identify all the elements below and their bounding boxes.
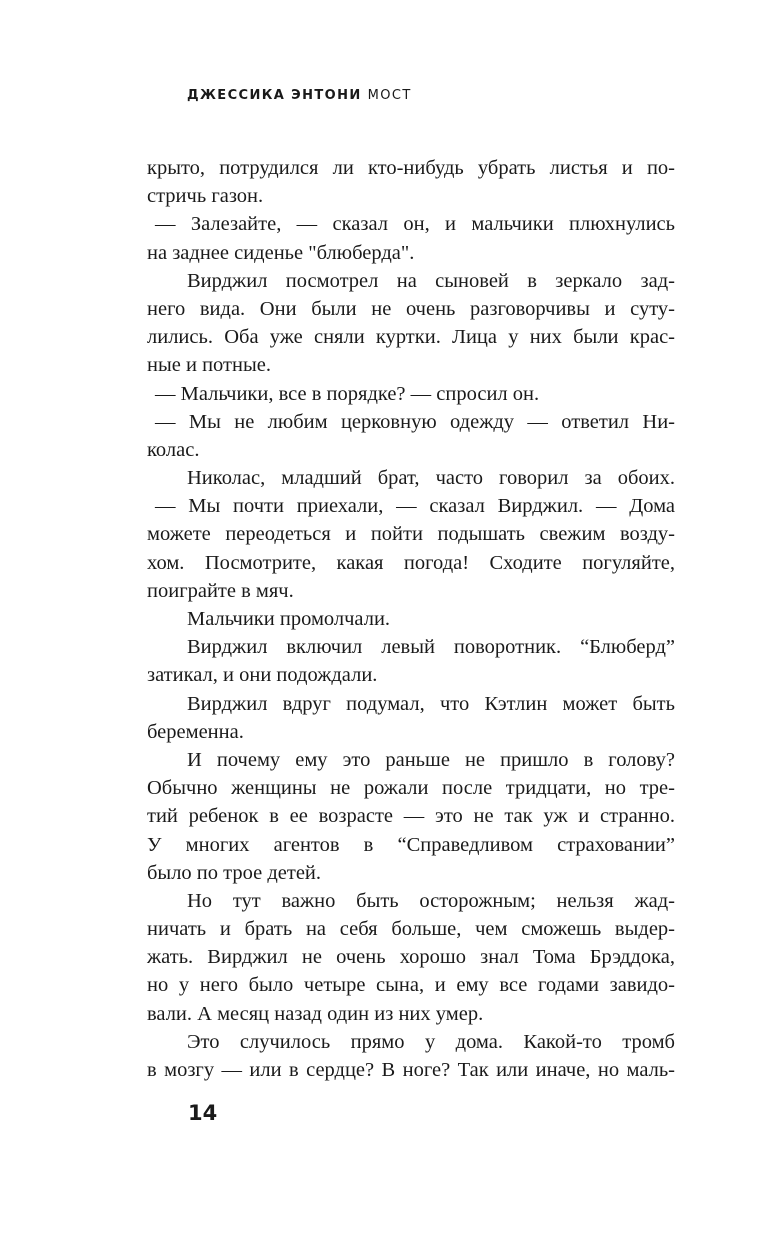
page-number: 14: [188, 1101, 218, 1125]
text-line: ные и потные.: [147, 354, 271, 377]
text-line: поиграйте в мяч.: [147, 579, 294, 602]
text-line: затикал, и они подождали.: [147, 664, 378, 687]
text-line: — Мальчики, все в порядке? — спросил он.: [155, 382, 540, 405]
text-line: но у него было четыре сына, и ему все годами завидо-: [147, 974, 675, 997]
text-line: было по трое детей.: [147, 861, 322, 884]
text-line: крыто, потрудился ли кто-нибудь убрать листья и по-: [147, 157, 675, 179]
text-line: тий ребенок в ее возрасте — это не так уж и странно.: [147, 805, 675, 828]
text-line: стричь газон.: [147, 185, 264, 208]
text-line: Но тут важно быть осторожным; нельзя жад-: [187, 889, 675, 912]
running-header: [187, 88, 412, 103]
text-line: Николас, младший брат, часто говорил за обоих.: [187, 467, 675, 490]
text-line: лились. Оба уже сняли куртки. Лица у них были крас-: [147, 326, 675, 349]
text-line: беременна.: [147, 720, 244, 743]
text-line: жать. Вирджил не очень хорошо знал Тома Брэддока,: [147, 946, 675, 969]
text-line: И почему ему это раньше не пришло в голову?: [187, 748, 675, 771]
text-line: Обычно женщины не рожали после тридцати, но тре-: [147, 777, 675, 800]
header-author: ДЖЕССИКА ЭНТОНИ: [187, 88, 362, 103]
header-book-title: МОСТ: [367, 88, 412, 103]
text-line: — Мы не любим церковную одежду — ответил Ни-: [155, 410, 675, 433]
text-line: колас.: [147, 438, 200, 461]
text-line: ничать и брать на себя больше, чем сможешь выдер-: [147, 918, 675, 941]
text-line: хом. Посмотрите, какая погода! Сходите погуляйте,: [147, 551, 675, 574]
text-line: можете переодеться и пойти подышать свежим возду-: [147, 523, 675, 546]
text-line: Это случилось прямо у дома. Какой-то тромб: [187, 1030, 675, 1053]
text-line: в мозгу — или в сердце? В ноге? Так или иначе, но маль-: [147, 1059, 675, 1081]
text-line: У многих агентов в “Справедливом страховании”: [147, 833, 675, 856]
text-line: Вирджил посмотрел на сыновей в зеркало зад-: [187, 269, 675, 292]
text-line: — Мы почти приехали, — сказал Вирджил. — Дома: [155, 495, 675, 518]
text-line: на заднее сиденье "блюберда".: [147, 241, 415, 264]
text-line: вали. А месяц назад один из них умер.: [147, 1002, 484, 1025]
text-line: Вирджил включил левый поворотник. “Блюберд”: [187, 636, 675, 659]
text-line: — Залезайте, — сказал он, и мальчики плюхнулись: [155, 213, 675, 236]
text-line: него вида. Они были не очень разговорчивы и суту-: [147, 297, 675, 320]
text-line: Вирджил вдруг подумал, что Кэтлин может быть: [187, 692, 675, 715]
text-line: Мальчики промолчали.: [187, 608, 391, 630]
body-text: [147, 154, 675, 1084]
